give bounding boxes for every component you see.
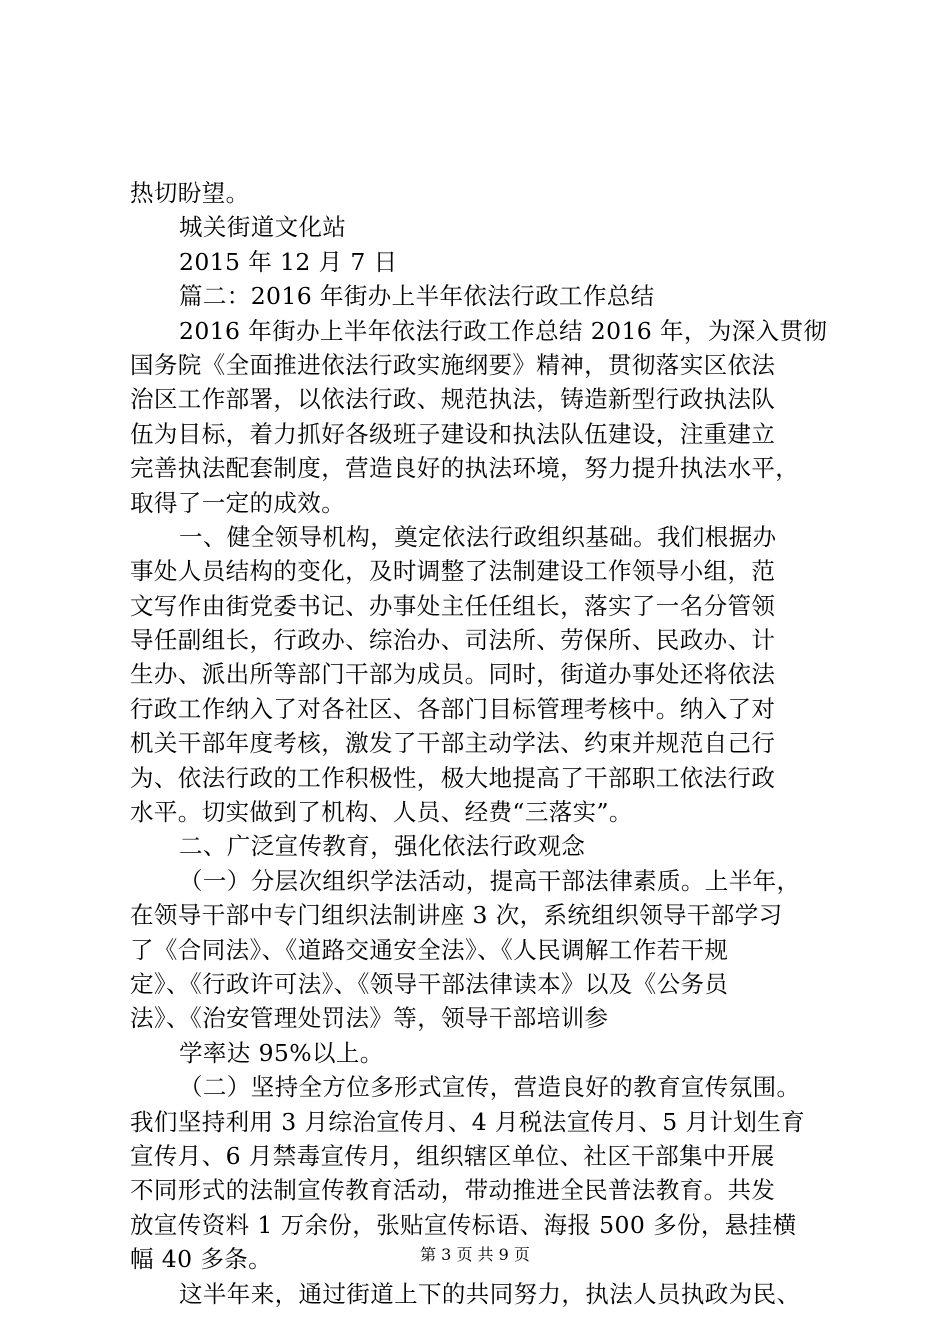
text-line: 生办、派出所等部门干部为成员。同时，街道办事处还将依法 [130,660,776,689]
text-line: 在领导干部中专门组织法制讲座 3 次，系统组织领导干部学习 [130,901,783,930]
text-line: 法》、《治安管理处罚法》等，领导干部培训参 [130,1004,609,1033]
text-line: 定》、《行政许可法》、《领导干部法律读本》以及《公务员 [130,969,729,998]
text-line: 伍为目标，着力抓好各级班子建设和执法队伍建设，注重建立 [130,419,776,448]
text-line: 城关街道文化站 [179,213,347,242]
text-line: 幅 40 多条。 [130,1245,273,1274]
text-line: 导任副组长，行政办、综治办、司法所、劳保所、民政办、计 [130,626,776,655]
body-text [130,176,845,1311]
text-line: 文写作由街党委书记、办事处主任任组长，落实了一名分管领 [130,591,776,620]
text-line: 机关干部年度考核，激发了干部主动学法、约束并规范自己行 [130,729,776,758]
text-line: 这半年来，通过街道上下的共同努力，执法人员执政为民、 [179,1279,801,1308]
text-line: 取得了一定的成效。 [130,488,346,517]
text-line: 学率达 95%以上。 [179,1038,384,1067]
page-footer: 第 3 页 共 9 页 [420,1245,530,1264]
text-line: 篇二：2016 年街办上半年依法行政工作总结 [179,282,655,311]
text-line: 放宣传资料 1 万余份，张贴宣传标语、海报 500 多份，悬挂横 [130,1210,797,1239]
text-line: 热切盼望。 [130,179,250,207]
text-line: 行政工作纳入了对各社区、各部门目标管理考核中。纳入了对 [130,694,776,723]
text-line: 我们坚持利用 3 月综治宣传月、4 月税法宣传月、5 月计划生育 [130,1107,806,1136]
text-line: 治区工作部署，以依法行政、规范执法，铸造新型行政执法队 [130,385,776,414]
text-line: 2016 年街办上半年依法行政工作总结 2016 年，为深入贯彻 [179,316,828,345]
text-line: 2015 年 12 月 7 日 [179,247,398,276]
text-line: 为、依法行政的工作积极性，极大地提高了干部职工依法行政 [130,763,776,792]
text-line: 事处人员结构的变化，及时调整了法制建设工作领导小组，范 [130,557,776,586]
text-line: 水平。切实做到了机构、人员、经费“三落实”。 [130,798,633,827]
text-line: 二、广泛宣传教育，强化依法行政观念 [179,832,586,861]
text-line: 国务院《全面推进依法行政实施纲要》精神，贯彻落实区依法 [130,350,776,379]
text-line: 完善执法配套制度，营造良好的执法环境，努力提升执法水平， [130,454,800,483]
text-line: 不同形式的法制宣传教育活动，带动推进全民普法教育。共发 [130,1176,776,1205]
text-line: 了《合同法》、《道路交通安全法》、《人民调解工作若干规 [130,935,729,964]
text-line: （二）坚持全方位多形式宣传，营造良好的教育宣传氛围。 [179,1073,801,1102]
text-line: （一）分层次组织学法活动，提高干部法律素质。上半年， [179,866,801,895]
text-line: 宣传月、6 月禁毒宣传月，组织辖区单位、社区干部集中开展 [130,1141,775,1170]
text-line: 一、健全领导机构，奠定依法行政组织基础。我们根据办 [179,522,777,551]
